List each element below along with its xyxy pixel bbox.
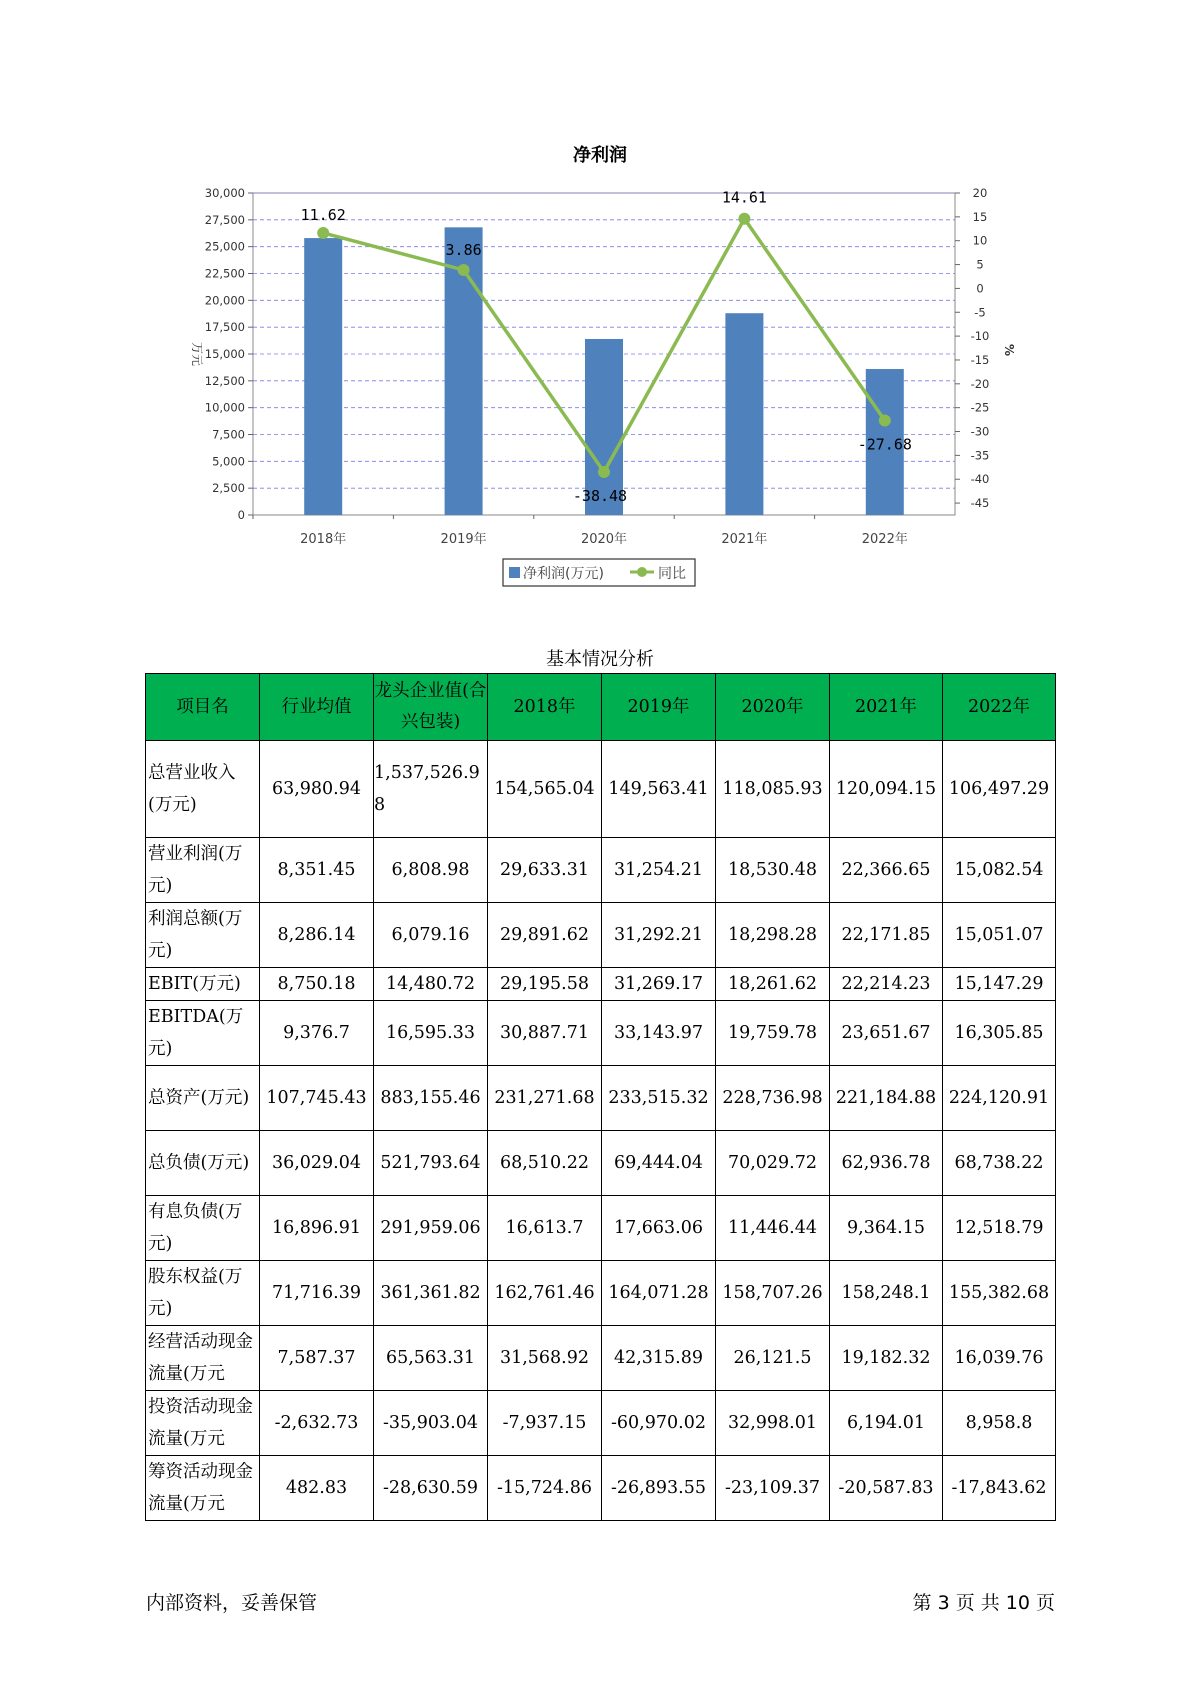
value-cell: 31,568.92	[488, 1326, 602, 1391]
value-cell: -15,724.86	[488, 1456, 602, 1521]
value-cell: -23,109.37	[716, 1456, 830, 1521]
value-cell: 15,082.54	[943, 838, 1056, 903]
row-label: 总营业收入(万元)	[146, 741, 260, 838]
value-cell: 16,896.91	[260, 1196, 374, 1261]
value-cell: 15,051.07	[943, 903, 1056, 968]
data-label: 3.86	[445, 240, 482, 259]
row-label: 利润总额(万元)	[146, 903, 260, 968]
row-label: 投资活动现金流量(万元	[146, 1391, 260, 1456]
table-caption: 基本情况分析	[546, 649, 654, 670]
table-row	[146, 1326, 1056, 1391]
y-tick-label: 30,000	[204, 186, 245, 200]
value-cell: 15,147.29	[943, 968, 1056, 1001]
y-tick-label: 20,000	[204, 293, 245, 308]
value-cell: 19,759.78	[716, 1001, 830, 1066]
row-label: 有息负债(万元)	[146, 1196, 260, 1261]
value-cell: 1,537,526.98	[374, 741, 488, 838]
y-axis-label: 万元	[190, 341, 204, 367]
value-cell: 361,361.82	[374, 1261, 488, 1326]
table-header-cell: 2018年	[488, 674, 602, 741]
value-cell: 42,315.89	[602, 1326, 716, 1391]
value-cell: 18,261.62	[716, 968, 830, 1001]
value-cell: 6,808.98	[374, 838, 488, 903]
footer-confidential: 内部资料，妥善保管	[146, 1592, 318, 1614]
value-cell: 9,376.7	[260, 1001, 374, 1066]
value-cell: 11,446.44	[716, 1196, 830, 1261]
value-cell: 14,480.72	[374, 968, 488, 1001]
yoy-point	[738, 213, 750, 225]
y-tick-label: 7,500	[212, 427, 245, 442]
value-cell: 70,029.72	[716, 1131, 830, 1196]
basic-analysis-table	[145, 673, 1056, 1521]
value-cell: 30,887.71	[488, 1001, 602, 1066]
value-cell: -2,632.73	[260, 1391, 374, 1456]
y-tick-label: 17,500	[204, 320, 245, 335]
x-tick-label: 2019年	[440, 532, 487, 547]
table-row	[146, 968, 1056, 1001]
value-cell: 221,184.88	[830, 1066, 943, 1131]
y-tick-label: 2,500	[212, 481, 245, 496]
data-label: 14.61	[721, 188, 767, 207]
value-cell: 521,793.64	[374, 1131, 488, 1196]
legend-bar-swatch	[509, 567, 520, 578]
y-tick-label: 27,500	[204, 212, 245, 227]
bar-2018年	[304, 238, 342, 515]
table-row	[146, 1196, 1056, 1261]
value-cell: 26,121.5	[716, 1326, 830, 1391]
value-cell: 224,120.91	[943, 1066, 1056, 1131]
value-cell: 22,366.65	[830, 838, 943, 903]
value-cell: 31,269.17	[602, 968, 716, 1001]
value-cell: -35,903.04	[374, 1391, 488, 1456]
value-cell: 16,039.76	[943, 1326, 1056, 1391]
row-label: EBITDA(万元)	[146, 1001, 260, 1066]
y2-tick-label: -15	[970, 352, 990, 367]
y2-tick-label: -5	[974, 305, 986, 320]
table-row	[146, 1131, 1056, 1196]
value-cell: 22,214.23	[830, 968, 943, 1001]
row-label: 股东权益(万元)	[146, 1261, 260, 1326]
table-header-cell: 2022年	[943, 674, 1056, 741]
value-cell: 36,029.04	[260, 1131, 374, 1196]
y-tick-label: 25,000	[204, 239, 245, 254]
value-cell: 69,444.04	[602, 1131, 716, 1196]
x-tick-label: 2022年	[861, 532, 908, 547]
value-cell: -20,587.83	[830, 1456, 943, 1521]
value-cell: 16,305.85	[943, 1001, 1056, 1066]
value-cell: 68,738.22	[943, 1131, 1056, 1196]
value-cell: 63,980.94	[260, 741, 374, 838]
value-cell: 18,298.28	[716, 903, 830, 968]
value-cell: -28,630.59	[374, 1456, 488, 1521]
value-cell: 23,651.67	[830, 1001, 943, 1066]
value-cell: -17,843.62	[943, 1456, 1056, 1521]
value-cell: 228,736.98	[716, 1066, 830, 1131]
value-cell: 155,382.68	[943, 1261, 1056, 1326]
y-tick-label: 5,000	[212, 454, 245, 469]
y2-tick-label: -30	[970, 424, 990, 439]
table-row	[146, 1066, 1056, 1131]
value-cell: 149,563.41	[602, 741, 716, 838]
value-cell: 154,565.04	[488, 741, 602, 838]
table-row	[146, 1001, 1056, 1066]
y2-tick-label: 10	[972, 233, 988, 248]
value-cell: 22,171.85	[830, 903, 943, 968]
legend-bar-label: 净利润(万元)	[523, 566, 604, 582]
chart-title: 净利润	[573, 145, 627, 166]
x-tick-label: 2020年	[580, 532, 628, 547]
value-cell: 291,959.06	[374, 1196, 488, 1261]
y-tick-label: 0	[237, 508, 245, 522]
net-profit-chart	[0, 0, 1191, 620]
data-label: -27.68	[857, 435, 912, 454]
y2-tick-label: -35	[970, 448, 990, 463]
value-cell: 33,143.97	[602, 1001, 716, 1066]
y2-tick-label: 15	[972, 209, 988, 224]
row-label: 总负债(万元)	[146, 1131, 260, 1196]
x-tick-label: 2021年	[721, 532, 768, 547]
y2-tick-label: 20	[972, 186, 988, 200]
value-cell: 8,750.18	[260, 968, 374, 1001]
bar-2021年	[725, 313, 763, 515]
table-header-cell: 2020年	[716, 674, 830, 741]
x-tick-label: 2018年	[300, 532, 347, 547]
value-cell: 231,271.68	[488, 1066, 602, 1131]
value-cell: 158,248.1	[830, 1261, 943, 1326]
y2-axis-label: %	[1002, 343, 1016, 357]
table-row	[146, 741, 1056, 838]
table-row	[146, 903, 1056, 968]
value-cell: 164,071.28	[602, 1261, 716, 1326]
value-cell: 6,079.16	[374, 903, 488, 968]
y-tick-label: 10,000	[204, 400, 245, 415]
value-cell: 31,254.21	[602, 838, 716, 903]
value-cell: 29,891.62	[488, 903, 602, 968]
row-label: 筹资活动现金流量(万元	[146, 1456, 260, 1521]
value-cell: 68,510.22	[488, 1131, 602, 1196]
value-cell: 12,518.79	[943, 1196, 1056, 1261]
value-cell: 120,094.15	[830, 741, 943, 838]
row-label: EBIT(万元)	[146, 968, 260, 1001]
value-cell: 7,587.37	[260, 1326, 374, 1391]
y2-tick-label: -20	[970, 376, 990, 391]
table-header-cell: 龙头企业值(合兴包装)	[374, 674, 488, 741]
value-cell: 19,182.32	[830, 1326, 943, 1391]
row-label: 经营活动现金流量(万元	[146, 1326, 260, 1391]
value-cell: 162,761.46	[488, 1261, 602, 1326]
table-row	[146, 1456, 1056, 1521]
value-cell: 16,613.7	[488, 1196, 602, 1261]
value-cell: 233,515.32	[602, 1066, 716, 1131]
table-header-cell: 2021年	[830, 674, 943, 741]
value-cell: -60,970.02	[602, 1391, 716, 1456]
y-tick-label: 12,500	[204, 373, 245, 388]
data-label: 11.62	[300, 205, 346, 224]
value-cell: 29,633.31	[488, 838, 602, 903]
footer-page-number: 第 3 页 共 10 页	[912, 1592, 1055, 1614]
y2-tick-label: -45	[970, 496, 990, 511]
value-cell: 32,998.01	[716, 1391, 830, 1456]
yoy-point	[598, 466, 610, 478]
value-cell: 29,195.58	[488, 968, 602, 1001]
value-cell: 118,085.93	[716, 741, 830, 838]
yoy-point	[879, 414, 891, 426]
value-cell: 31,292.21	[602, 903, 716, 968]
value-cell: 482.83	[260, 1456, 374, 1521]
value-cell: 9,364.15	[830, 1196, 943, 1261]
value-cell: 8,351.45	[260, 838, 374, 903]
value-cell: 71,716.39	[260, 1261, 374, 1326]
value-cell: 107,745.43	[260, 1066, 374, 1131]
y-tick-label: 22,500	[204, 266, 245, 281]
y2-tick-label: -10	[970, 329, 990, 344]
value-cell: 16,595.33	[374, 1001, 488, 1066]
value-cell: -7,937.15	[488, 1391, 602, 1456]
yoy-point	[458, 264, 470, 276]
value-cell: 883,155.46	[374, 1066, 488, 1131]
table-row	[146, 838, 1056, 903]
value-cell: 17,663.06	[602, 1196, 716, 1261]
value-cell: 18,530.48	[716, 838, 830, 903]
value-cell: -26,893.55	[602, 1456, 716, 1521]
y2-tick-label: -40	[970, 472, 990, 487]
value-cell: 158,707.26	[716, 1261, 830, 1326]
table-row	[146, 1391, 1056, 1456]
table-header-cell: 行业均值	[260, 674, 374, 741]
y2-tick-label: 0	[976, 281, 984, 296]
value-cell: 8,958.8	[943, 1391, 1056, 1456]
row-label: 总资产(万元)	[146, 1066, 260, 1131]
value-cell: 106,497.29	[943, 741, 1056, 838]
value-cell: 6,194.01	[830, 1391, 943, 1456]
value-cell: 65,563.31	[374, 1326, 488, 1391]
table-row	[146, 1261, 1056, 1326]
table-header-cell: 2019年	[602, 674, 716, 741]
legend-line-marker	[637, 567, 647, 577]
row-label: 营业利润(万元)	[146, 838, 260, 903]
data-label: -38.48	[572, 486, 628, 505]
y2-tick-label: -25	[970, 400, 990, 415]
value-cell: 62,936.78	[830, 1131, 943, 1196]
table-header-cell: 项目名	[146, 674, 260, 741]
legend-line-label: 同比	[658, 566, 686, 582]
table-header-row	[146, 674, 1056, 741]
y2-tick-label: 5	[976, 257, 984, 272]
value-cell: 8,286.14	[260, 903, 374, 968]
y-tick-label: 15,000	[204, 347, 245, 361]
yoy-point	[317, 227, 329, 239]
